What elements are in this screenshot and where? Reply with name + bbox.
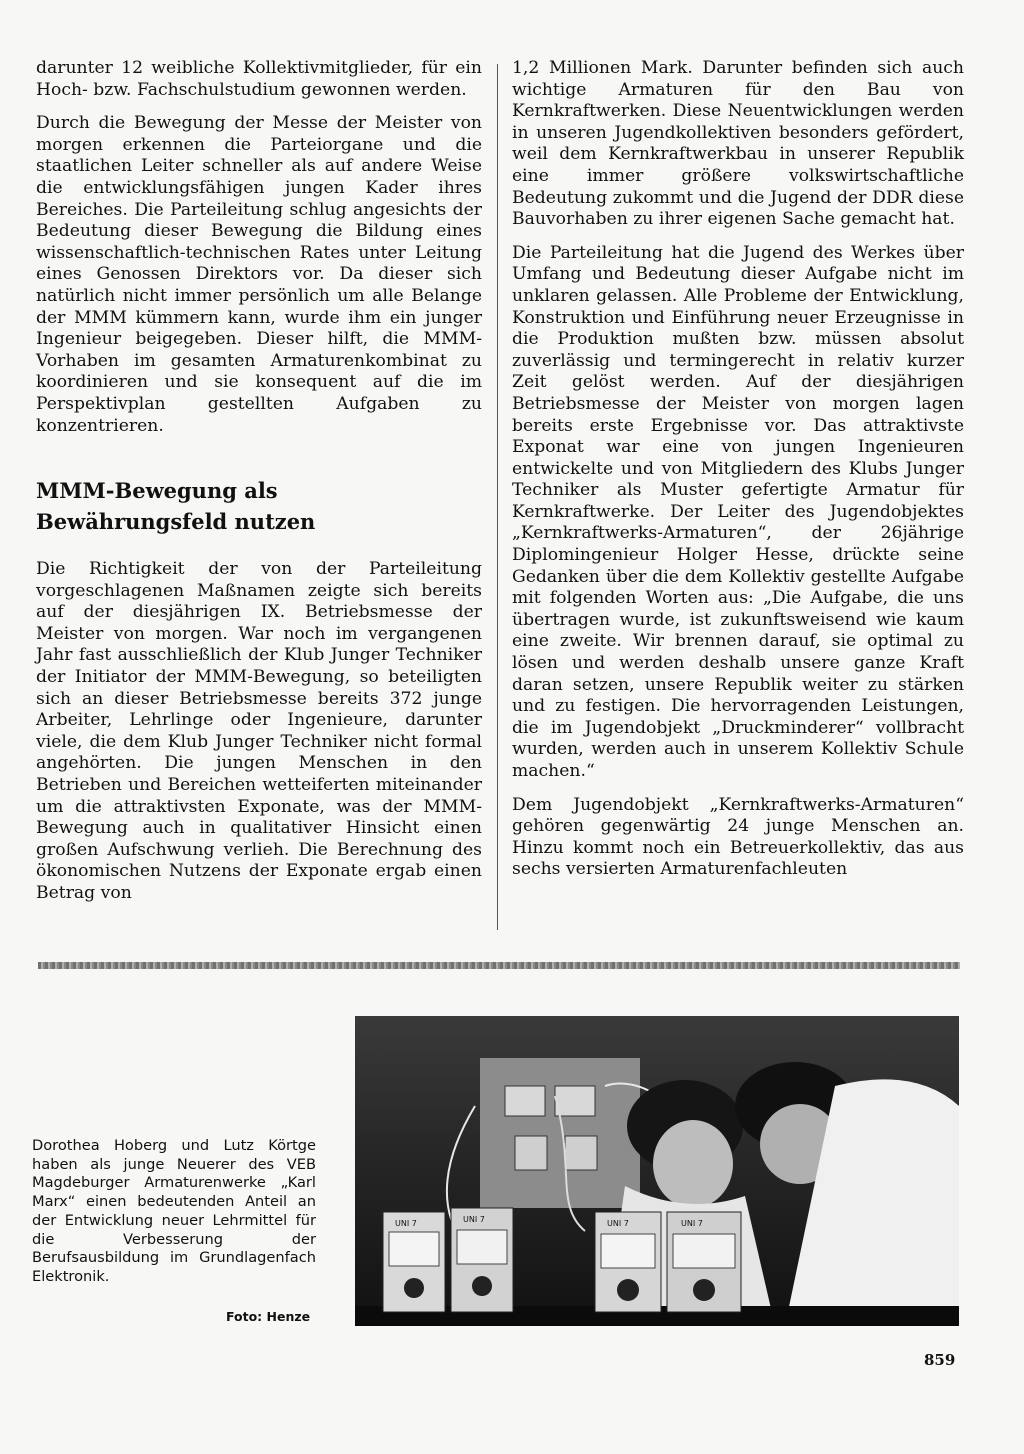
meter-label: UNI 7 xyxy=(463,1215,485,1224)
panel-switch xyxy=(505,1086,545,1116)
meter xyxy=(595,1212,661,1312)
meter xyxy=(383,1212,445,1312)
person-face xyxy=(653,1120,733,1208)
back-panel xyxy=(480,1058,640,1208)
panel-switch xyxy=(565,1136,597,1170)
left-paragraph-3: Die Richtigkeit der von der Parteileitung vorgeschlagenen Maßnamen zeigte sich bereits auf der diesjährigen IX. Betriebsmesse der Meister von morgen. War noch im vergangenen Jahr fast ausschließlich der Klub Junger Techniker der Initiator der MMM-Bewegung, so beteiligten sich an dieser Betriebsmesse bereits 372 junge Arbeiter, Lehrlinge oder Ingenieure, darunter viele, die dem Klub Junger Techniker nicht formal angehörten. Die jungen Menschen in den Betrieben und Bereichen wetteiferten miteinander um die attraktivsten Exponate, was der MMM-Bewegung auch in qualitativer Hinsicht einen großen Aufschwung verlieh. Die Berechnung des ökonomischen Nutzens der Exponate ergab einen Betrag von xyxy=(36,559,482,903)
panel-switch xyxy=(515,1136,547,1170)
panel-switch xyxy=(555,1086,595,1116)
column-divider xyxy=(497,64,498,930)
page-number: 859 xyxy=(924,1351,956,1369)
meter xyxy=(667,1212,741,1312)
photo-caption: Dorothea Hoberg und Lutz Körtge haben als junge Neuerer des VEB Magdeburger Armaturenwerke „Karl Marx“ einen bedeutenden Anteil an der Entwicklung neuer Lehrmittel für die Verbesserung der Berufsausbildung im Grundlagenfach Elektronik. xyxy=(32,1137,316,1285)
meter-label: UNI 7 xyxy=(681,1219,703,1228)
left-paragraph-1: darunter 12 weibliche Kollektivmitglieder, für ein Hoch- bzw. Fachschulstudium gewonnen werden. xyxy=(36,58,482,100)
photo-credit: Foto: Henze xyxy=(226,1309,311,1324)
left-column xyxy=(36,58,482,917)
section-heading: MMM-Bewegung als Bewährungsfeld nutzen xyxy=(36,478,316,535)
section-separator xyxy=(38,962,960,969)
photo-illustration xyxy=(355,1016,959,1326)
meter-label: UNI 7 xyxy=(395,1219,417,1228)
photo xyxy=(355,1016,959,1326)
right-paragraph-3: Dem Jugendobjekt „Kernkraftwerks-Armaturen“ gehören gegenwärtig 24 junge Menschen an. Hinzu kommt noch ein Betreuerkollektiv, das aus sechs versierten Armaturenfachleuten xyxy=(512,794,964,880)
left-paragraph-2: Durch die Bewegung der Messe der Meister von morgen erkennen die Parteiorgane und die staatlichen Leiter schneller als auf andere Weise die entwicklungsfähigen jungen Kader ihres Bereiches. Die Parteileitung schlug angesichts der Bedeutung dieser Bewegung die Bildung eines wissenschaftlich-technischen Rates unter Leitung eines Genossen Direktors vor. Da dieser sich natürlich nicht immer persönlich um alle Belange der MMM kümmern kann, wurde ihm ein junger Ingenieur beigegeben. Dieser hilft, die MMM-Vorhaben im gesamten Armaturenkombinat zu koordinieren und sie konsequent auf die im Perspektivplan gestellten Aufgaben zu konzentrieren. xyxy=(36,113,482,436)
right-paragraph-1: 1,2 Millionen Mark. Darunter befinden sich auch wichtige Armaturen für den Bau von Kernkraftwerken. Diese Neuentwicklungen werden in unseren Jugendkollektiven besonders gefördert, weil dem Kernkraftwerkbau in unserer Republik eine immer größere volkswirtschaftliche Bedeutung zukommt und die Jugend der DDR diese Bauvorhaben zu ihrer eigenen Sache gemacht hat. xyxy=(512,58,964,230)
meter xyxy=(451,1208,513,1312)
right-paragraph-2: Die Parteileitung hat die Jugend des Werkes über Umfang und Bedeutung dieser Aufgabe nicht im unklaren gelassen. Alle Probleme der Entwicklung, Konstruktion und Einführung neuer Erzeugnisse in die Produktion mußten bzw. müssen absolut zuverlässig und termingerecht in relativ kurzer Zeit gelöst werden. Auf der diesjährigen Betriebsmesse der Meister von morgen lagen bereits erste Ergebnisse vor. Das attraktivste Exponat war eine von jungen Ingenieuren entwickelte und von Mitgliedern des Klubs Junger Techniker als Muster gefertigte Armatur für Kernkraftwerke. Der Leiter des Jugendobjektes „Kernkraftwerks-Armaturen“, der 26jährige Diplomingenieur Holger Hesse, drückte seine Gedanken über die dem Kollektiv gestellte Aufgabe mit folgenden Worten aus: „Die Aufgabe, die uns übertragen wurde, ist zukunftsweisend wie kaum eine zweite. Wir brennen darauf, sie optimal zu lösen und werden deshalb unsere ganze Kraft daran setzen, unsere Republik weiter zu stärken und zu festigen. Die hervorragenden Leistungen, die im Jugendobjekt „Druckminderer“ vollbracht wurden, werden auch in unserem Kollektiv Schule machen.“ xyxy=(512,242,964,781)
meter-label: UNI 7 xyxy=(607,1219,629,1228)
right-column xyxy=(512,58,964,893)
